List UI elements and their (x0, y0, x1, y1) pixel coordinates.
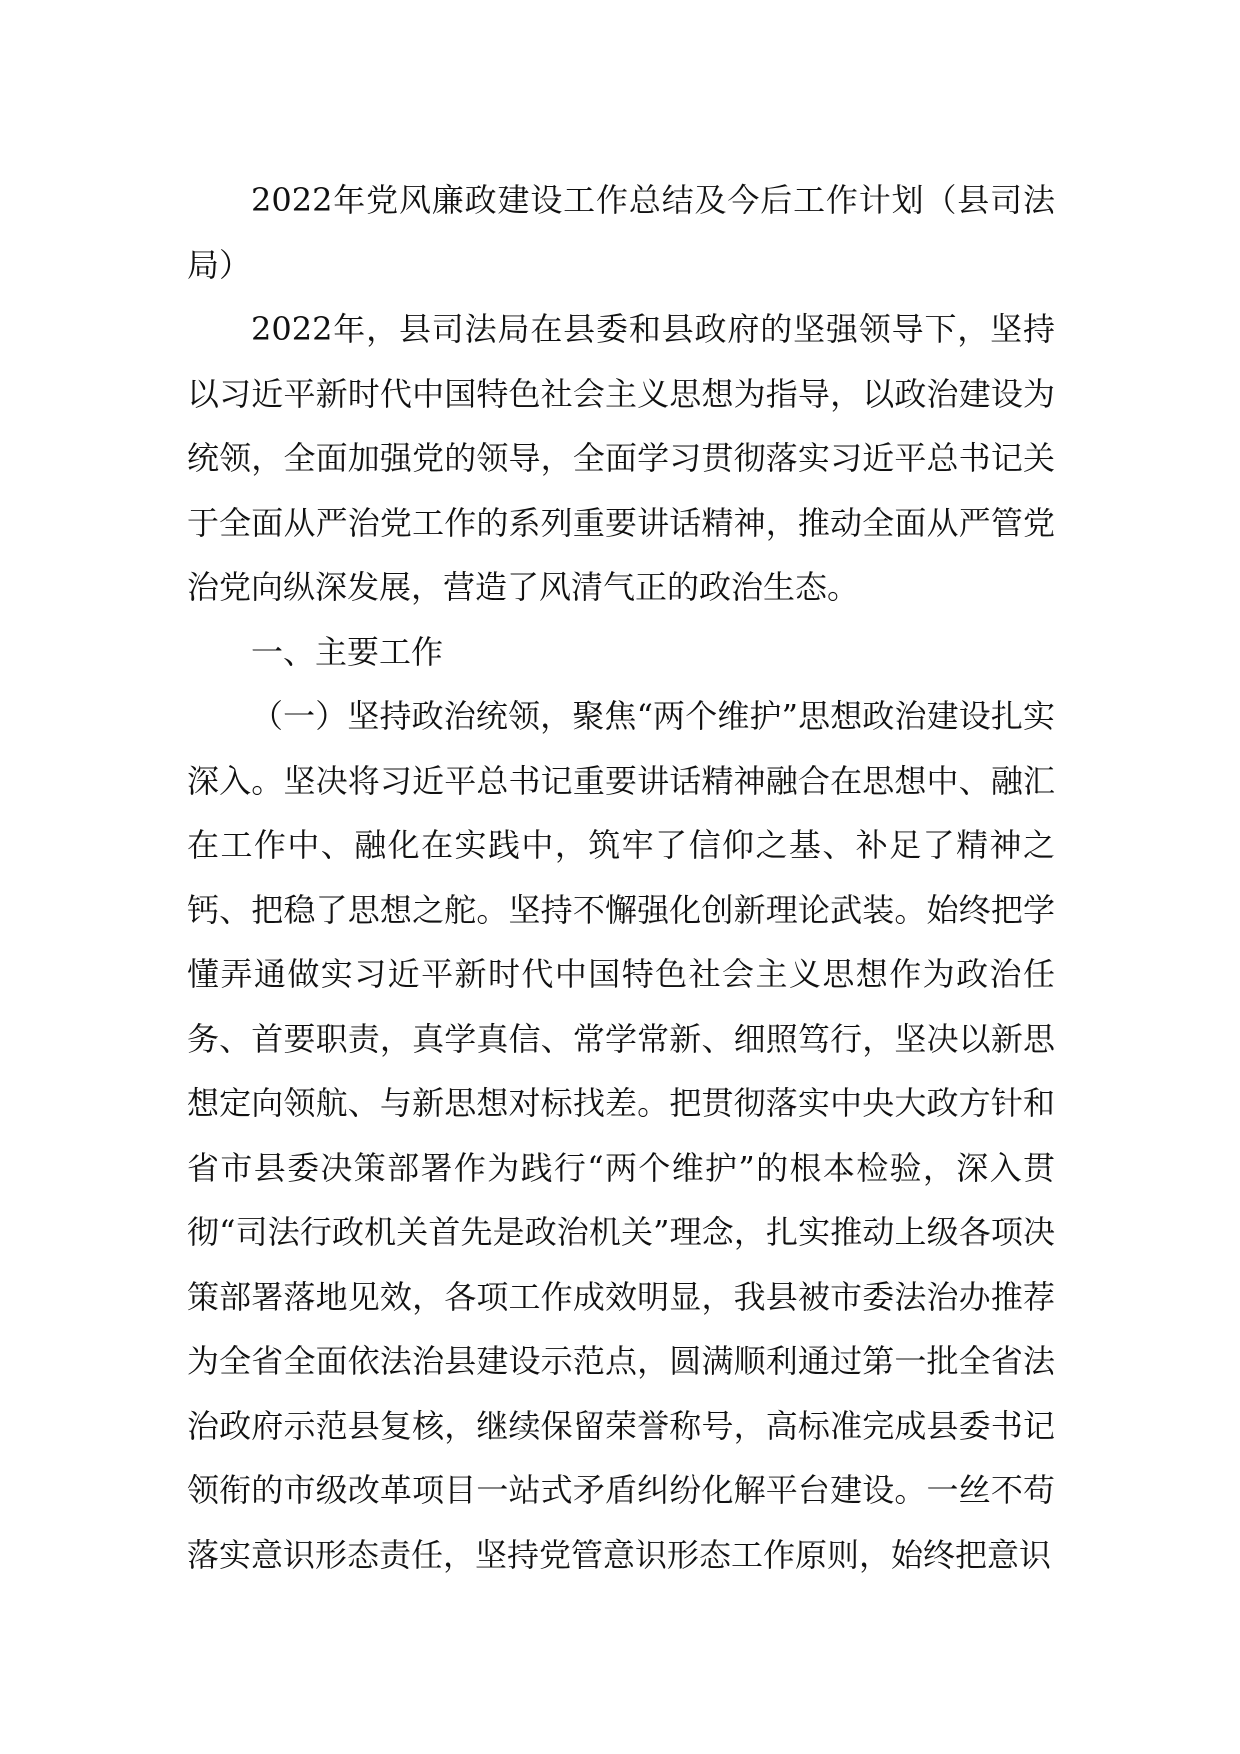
section-heading: 一、主要工作 (251, 632, 444, 671)
intro-paragraph: 2022年，县司法局在县委和县政府的坚强领导下，坚持以习近平新时代中国特色社会主义思想为指导，以政治建设为统领，全面加强党的领导，全面学习贯彻落实习近平总书记关于全面从严治党工作的系列重要讲话精神，推动全面从严管党治党向纵深发展，营造了风清气正的政治生态。 (187, 310, 1055, 606)
document-body (187, 168, 1055, 1587)
body-paragraph: （一）坚持政治统领，聚焦“两个维护”思想政治建设扎实深入。坚决将习近平总书记重要讲话精神融合在思想中、融汇在工作中、融化在实践中，筑牢了信仰之基、补足了精神之钙、把稳了思想之舵。坚持不懈强化创新理论武装。始终把学懂弄通做实习近平新时代中国特色社会主义思想作为政治任务、首要职责，真学真信、常学常新、细照笃行，坚决以新思想定向领航、与新思想对标找差。把贯彻落实中央大政方针和省市县委决策部署作为践行“两个维护”的根本检验，深入贯彻“司法行政机关首先是政治机关”理念，扎实推动上级各项决策部署落地见效，各项工作成效明显，我县被市委法治办推荐为全省全面依法治县建设示范点，圆满顺利通过第一批全省法治政府示范县复核，继续保留荣誉称号，高标准完成县委书记领衔的市级改革项目一站式矛盾纠纷化解平台建设。一丝不苟落实意识形态责任，坚持党管意识形态工作原则，始终把意识 (187, 697, 1055, 1574)
document-title: 2022年党风廉政建设工作总结及今后工作计划（县司法局） (187, 181, 1055, 284)
